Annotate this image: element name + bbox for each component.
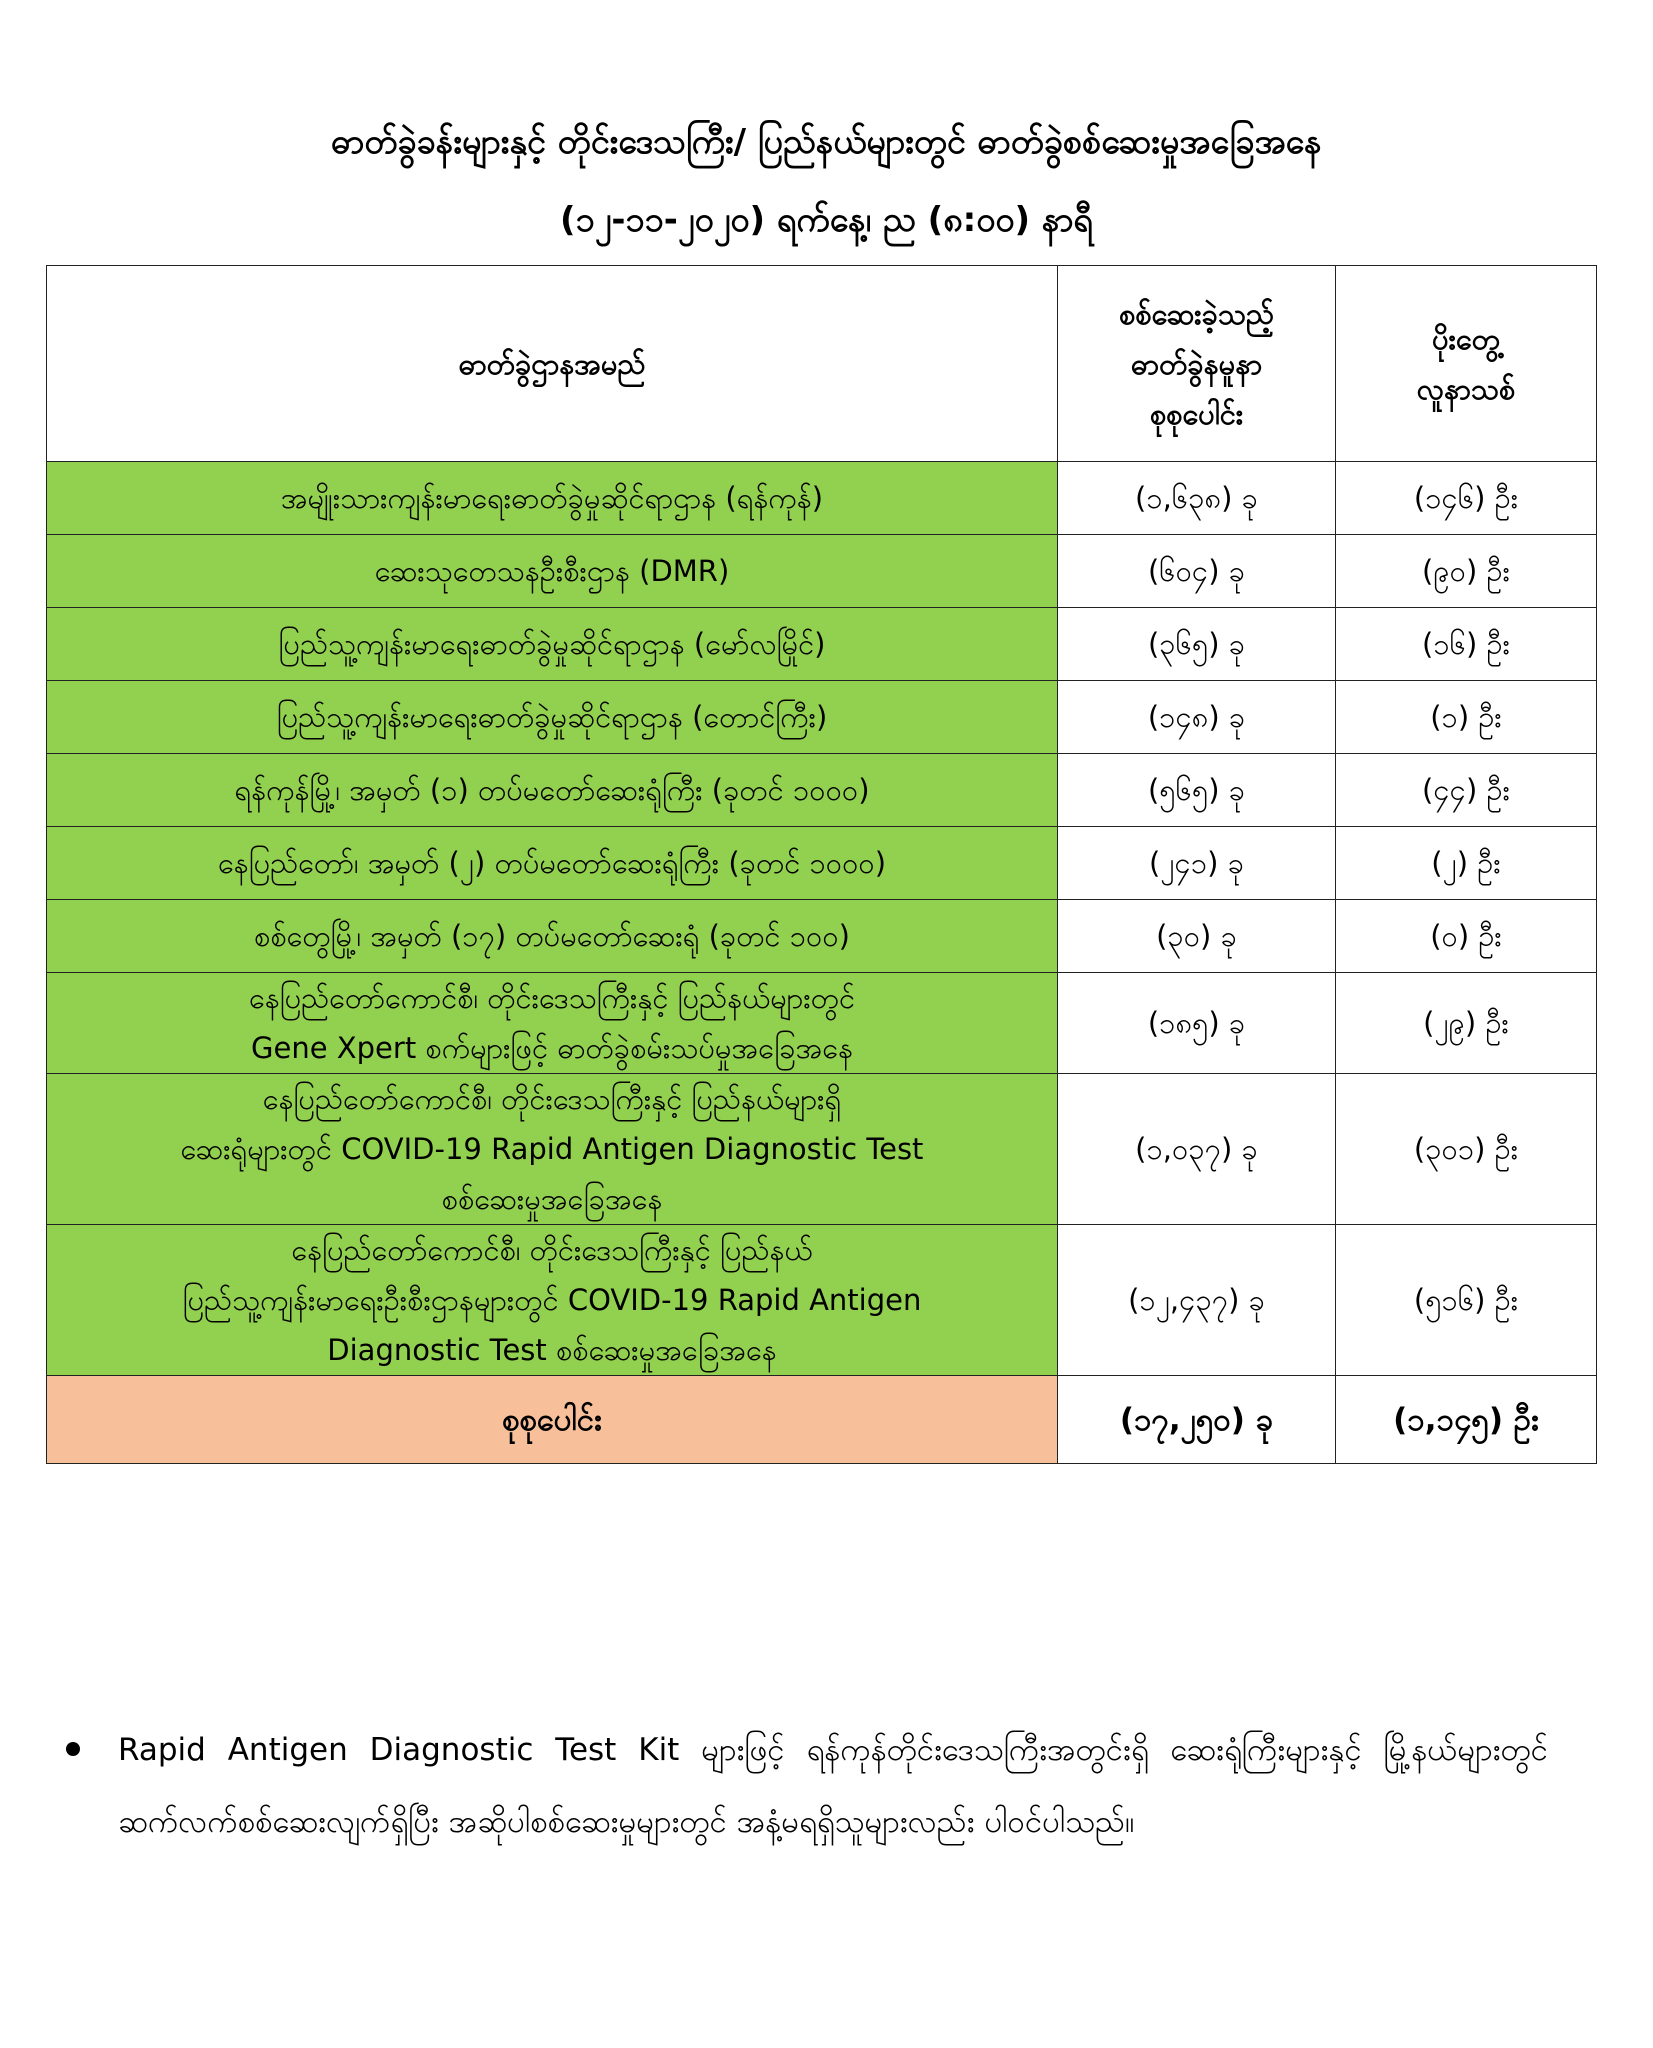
header-positive-line: ပိုးတွေ့	[1432, 321, 1500, 356]
samples-cell: (၆၀၄) ခု	[1058, 535, 1336, 608]
header-lab-name	[47, 266, 1058, 462]
lab-name-line: ဆေးသုတေသနဦးစီးဌာန (DMR)	[374, 554, 730, 588]
lab-name-line: စစ်ဆေးမှုအခြေအနေ	[441, 1182, 663, 1216]
lab-name-cell	[47, 681, 1058, 754]
lab-testing-table	[46, 265, 1597, 1464]
lab-name-cell	[47, 1225, 1058, 1376]
positive-cell: (၂) ဦး	[1336, 827, 1597, 900]
table-row	[47, 827, 1597, 900]
lab-name-line: နေပြည်တော်ကောင်စီ၊ တိုင်းဒေသကြီးနှင့် ပြည်နယ်များရှိ	[262, 1082, 842, 1116]
table-row	[47, 900, 1597, 973]
samples-cell: (၃၆၅) ခု	[1058, 608, 1336, 681]
header-positive	[1336, 266, 1597, 462]
lab-name-cell	[47, 1074, 1058, 1225]
report-date: (၁၂-၁၁-၂၀၂၀) ရက်နေ့၊ ည (၈:၀၀) နာရီ	[560, 200, 1093, 240]
samples-cell: (၃၀) ခု	[1058, 900, 1336, 973]
positive-cell: (၁၄၆) ဦး	[1336, 462, 1597, 535]
table-row	[47, 1225, 1597, 1376]
lab-name-cell	[47, 900, 1058, 973]
table-body	[47, 462, 1597, 1464]
table-row	[47, 754, 1597, 827]
table-row	[47, 681, 1597, 754]
positive-cell: (၂၉) ဦး	[1336, 973, 1597, 1074]
positive-cell: (၀) ဦး	[1336, 900, 1597, 973]
lab-name-line: ပြည်သူ့ကျန်းမာရေးဓာတ်ခွဲမှုဆိုင်ရာဌာန (မော်လမြိုင်)	[278, 627, 826, 661]
positive-cell: (၅၁၆) ဦး	[1336, 1225, 1597, 1376]
lab-name-line: ပြည်သူ့ကျန်းမာရေးဦးစီးဌာနများတွင် COVID-19 Rapid Antigen	[182, 1283, 922, 1317]
table-row	[47, 535, 1597, 608]
note-paragraph: Rapid Antigen Diagnostic Test Kit များဖြင့် ရန်ကုန်တိုင်းဒေသကြီးအတွင်းရှိ ဆေးရုံကြီးများနှင့် မြို့နယ်များတွင် ဆက်လက်စစ်ဆေးလျက်ရှိပြီး အဆိုပါစစ်ဆေးမှုများတွင် အနံ့မရရှိသူများလည်း ပါဝင်ပါသည်။	[118, 1732, 1548, 1840]
header-positive-line: လူနာသစ်	[1416, 371, 1516, 406]
total-row	[47, 1376, 1597, 1464]
header-samples-line: ဓာတ်ခွဲနမူနာ	[1130, 346, 1263, 381]
lab-name-line: Gene Xpert စက်များဖြင့် ဓာတ်ခွဲစမ်းသပ်မှုအခြေအနေ	[251, 1031, 853, 1065]
positive-cell: (၄၄) ဦး	[1336, 754, 1597, 827]
header-samples	[1058, 266, 1336, 462]
positive-cell: (၃၀၁) ဦး	[1336, 1074, 1597, 1225]
lab-name-cell	[47, 827, 1058, 900]
samples-cell: (၁၄၈) ခု	[1058, 681, 1336, 754]
lab-name-line: အမျိုးသားကျန်းမာရေးဓာတ်ခွဲမှုဆိုင်ရာဌာန (ရန်ကုန်)	[280, 481, 824, 515]
lab-name-cell	[47, 608, 1058, 681]
total-samples-cell: (၁၇,၂၅၀) ခု	[1058, 1376, 1336, 1464]
total-positive-cell: (၁,၁၄၅) ဦး	[1336, 1376, 1597, 1464]
lab-name-line: စစ်တွေမြို့၊ အမှတ် (၁၇) တပ်မတော်ဆေးရုံ (ခုတင် ၁၀၀)	[254, 919, 850, 953]
samples-cell: (၂၄၁) ခု	[1058, 827, 1336, 900]
lab-name-line: နေပြည်တော်၊ အမှတ် (၂) တပ်မတော်ဆေးရုံကြီး (ခုတင် ၁၀၀၀)	[217, 846, 887, 880]
lab-name-cell	[47, 754, 1058, 827]
samples-cell: (၅၆၅) ခု	[1058, 754, 1336, 827]
lab-name-line: Diagnostic Test စစ်ဆေးမှုအခြေအနေ	[327, 1333, 777, 1367]
header-samples-line: စုစုပေါင်း	[1149, 396, 1244, 431]
samples-cell: (၁,၆၃၈) ခု	[1058, 462, 1336, 535]
lab-name-line: နေပြည်တော်ကောင်စီ၊ တိုင်းဒေသကြီးနှင့် ပြည်နယ်များတွင်	[248, 981, 856, 1015]
lab-name-cell	[47, 535, 1058, 608]
positive-cell: (၁) ဦး	[1336, 681, 1597, 754]
positive-cell: (၁၆) ဦး	[1336, 608, 1597, 681]
table-row	[47, 973, 1597, 1074]
page-title: ဓာတ်ခွဲခန်းများနှင့် တိုင်းဒေသကြီး/ ပြည်နယ်များတွင် ဓာတ်ခွဲစစ်ဆေးမှုအခြေအနေ	[331, 122, 1322, 162]
lab-name-line: နေပြည်တော်ကောင်စီ၊ တိုင်းဒေသကြီးနှင့် ပြည်နယ်	[291, 1233, 813, 1267]
lab-name-line: ဆေးရုံများတွင် COVID-19 Rapid Antigen Diagnostic Test	[180, 1132, 924, 1166]
table-row	[47, 608, 1597, 681]
table-row	[47, 462, 1597, 535]
table-header-row	[47, 266, 1597, 462]
total-label-cell: စုစုပေါင်း	[47, 1376, 1058, 1464]
header-samples-line: စစ်ဆေးခဲ့သည့်	[1118, 296, 1275, 331]
table-row	[47, 1074, 1597, 1225]
positive-cell: (၉၀) ဦး	[1336, 535, 1597, 608]
lab-name-line: ပြည်သူ့ကျန်းမာရေးဓာတ်ခွဲမှုဆိုင်ရာဌာန (တောင်ကြီး)	[276, 700, 828, 734]
samples-cell: (၁,၀၃၇) ခု	[1058, 1074, 1336, 1225]
lab-name-cell	[47, 462, 1058, 535]
bullet-icon	[66, 1742, 80, 1756]
samples-cell: (၁၈၅) ခု	[1058, 973, 1336, 1074]
lab-name-cell	[47, 973, 1058, 1074]
header-lab-name-text: ဓာတ်ခွဲဌာနအမည်	[458, 346, 646, 381]
lab-name-line: ရန်ကုန်မြို့၊ အမှတ် (၁) တပ်မတော်ဆေးရုံကြီး (ခုတင် ၁၀၀၀)	[234, 773, 870, 807]
samples-cell: (၁၂,၄၃၇) ခု	[1058, 1225, 1336, 1376]
